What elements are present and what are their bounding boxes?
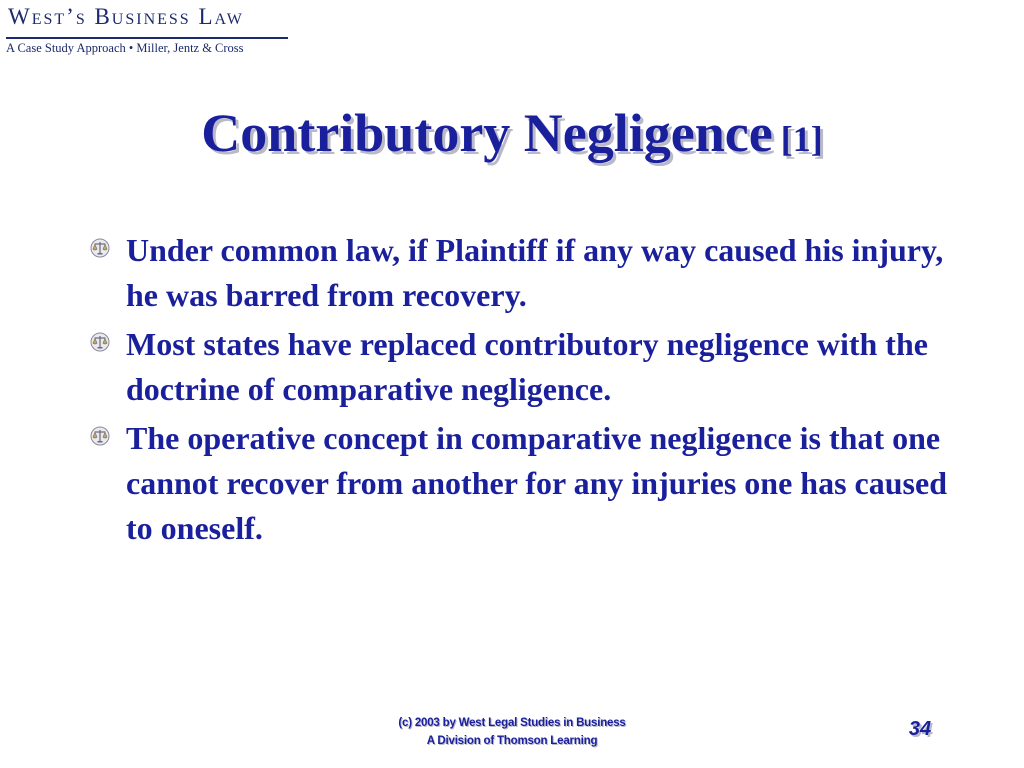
bullet-list xyxy=(90,228,970,555)
bullet-text: The operative concept in comparative negligence is that one cannot recover from another for any injuries one has caused to oneself. xyxy=(126,420,947,546)
scales-of-justice-icon xyxy=(90,238,110,258)
bullet-text: Most states have replaced contributory negligence with the doctrine of comparative negligence. xyxy=(126,326,928,407)
bullet-item xyxy=(90,228,970,318)
page-number: 34 xyxy=(908,718,932,740)
scales-of-justice-icon xyxy=(90,332,110,352)
svg-text:West’s Business Law: West’s Business Law xyxy=(8,4,244,29)
logo-subtitle: A Case Study Approach • Miller, Jentz & Cross xyxy=(6,41,244,55)
bullet-text: Under common law, if Plaintiff if any way caused his injury, he was barred from recovery. xyxy=(126,232,944,313)
slide-title-text: Contributory Negligence xyxy=(201,103,773,163)
slide-title xyxy=(0,102,1024,164)
slide-title-reference: [1] xyxy=(780,119,823,159)
logo-divider xyxy=(6,37,288,39)
scales-of-justice-icon xyxy=(90,426,110,446)
publisher-logo xyxy=(6,2,298,55)
footer-copyright xyxy=(362,714,662,750)
footer-line-1: (c) 2003 by West Legal Studies in Business xyxy=(398,717,626,729)
bullet-item xyxy=(90,416,970,551)
footer-line-2: A Division of Thomson Learning xyxy=(426,735,598,747)
logo-title xyxy=(6,2,298,30)
bullet-item xyxy=(90,322,970,412)
